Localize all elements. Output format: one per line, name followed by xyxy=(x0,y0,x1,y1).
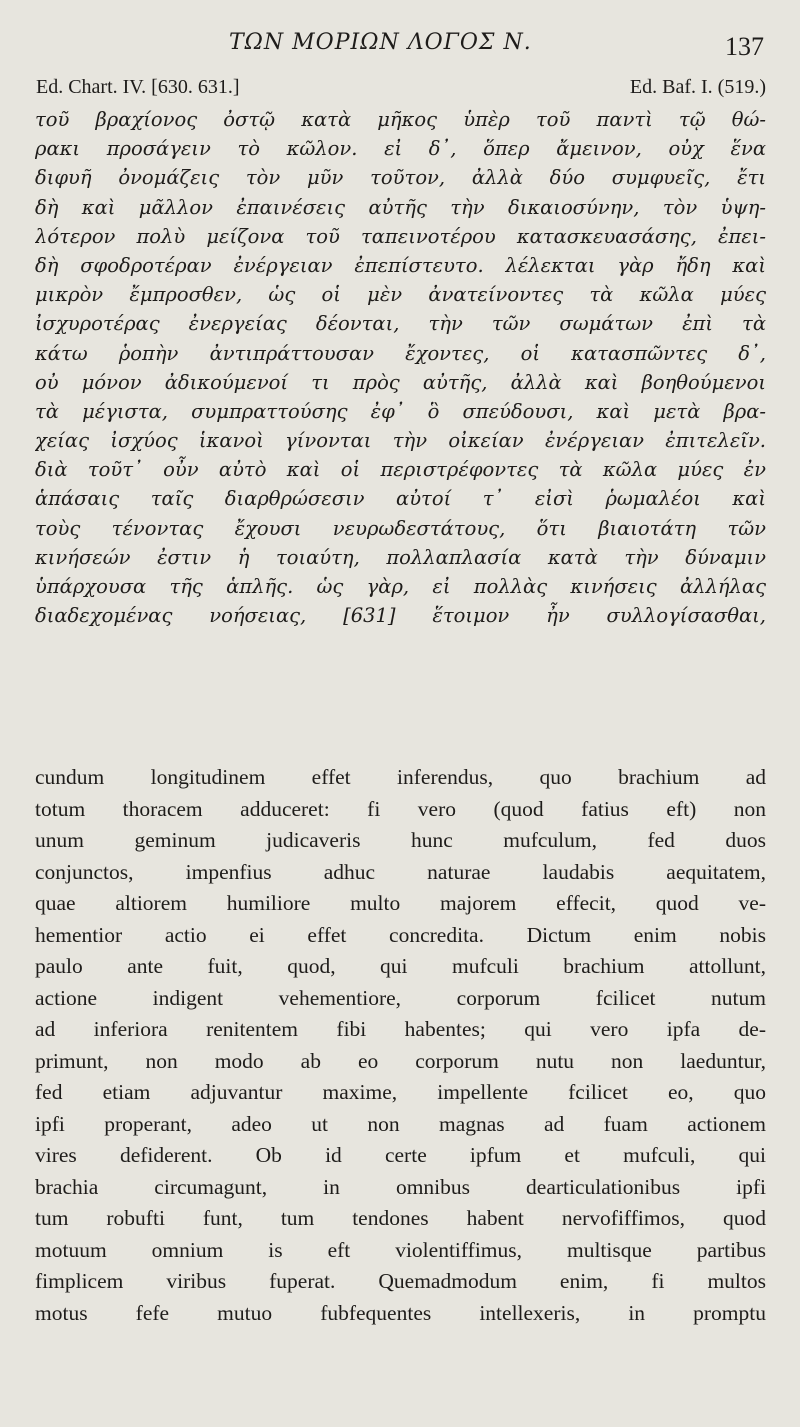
greek-text-line: διὰ τοῦτ᾽ οὖν αὐτὸ καὶ οἱ περιστρέφοντες τὰ κῶλα μύες ἐν xyxy=(35,458,766,482)
running-title: ΤΩΝ ΜΟΡΙΩΝ ΛΟΓΟΣ Ν. xyxy=(229,30,532,55)
greek-text-line: διαδεχομένας νοήσειας, [631] ἕτοιμον ἦν συλλογίσασθαι, xyxy=(35,604,766,628)
greek-text-line: δὴ σφοδροτέραν ἐνέργειαν ἐπεπίστευτο. λέλεκται γὰρ ἤδη καὶ xyxy=(35,253,766,277)
greek-text-line: ἰσχυροτέρας ἐνεργείας δέονται, τὴν τῶν σωμάτων ἐπὶ τὰ xyxy=(35,312,766,336)
greek-text-line: χείας ἰσχύος ἱκανοὶ γίνονται τὴν οἰκείαν ἐνέργειαν ἐπιτελεῖν. xyxy=(35,429,766,453)
greek-text-line: ὑπάρχουσα τῆς ἁπλῆς. ὡς γὰρ, εἰ πολλὰς κινήσεις ἀλλήλας xyxy=(35,575,766,598)
latin-text-line: vires defiderent. Ob id certe ipfum et mufculi, qui xyxy=(35,1143,766,1167)
latin-text-column xyxy=(35,762,766,1329)
greek-text-line: τοὺς τένοντας ἔχουσι νευρωδεστάτους, ὅτι βιαιοτάτη τῶν xyxy=(35,516,766,540)
edition-references xyxy=(36,76,766,102)
latin-text-line: fed etiam adjuvantur maxime, impellente fcilicet eo, quo xyxy=(35,1080,766,1104)
greek-text-line: ἁπάσαις ταῖς διαρθρώσεσιν αὐτοί τ᾽ εἰσὶ ῥωμαλέοι καὶ xyxy=(35,487,766,511)
greek-text-column xyxy=(35,105,766,630)
latin-text-line: motuum omnium is eft violentiffimus, multisque partibus xyxy=(35,1237,766,1262)
greek-text-line: τὰ μέγιστα, συμπραττούσης ἐφ᾽ ὃ σπεύδουσι, καὶ μετὰ βρα- xyxy=(35,399,766,423)
latin-text-line: cundum longitudinem effet inferendus, quo brachium ad xyxy=(35,765,766,789)
greek-text-line: ρακι προσάγειν τὸ κῶλον. εἰ δ᾽, ὅπερ ἄμεινον, οὐχ ἕνα xyxy=(35,137,766,161)
greek-text-line: τοῦ βραχίονος ὀστῷ κατὰ μῆκος ὑπὲρ τοῦ παντὶ τῷ θώ- xyxy=(35,108,766,131)
greek-text-line: κάτω ῥοπὴν ἀντιπράττουσαν ἔχοντες, οἱ κατασπῶντες δ᾽, xyxy=(35,341,766,365)
greek-text-line: μικρὸν ἔμπροσθεν, ὡς οἱ μὲν ἀνατείνοντες τὰ κῶλα μύες xyxy=(35,283,766,307)
latin-text-line: conjunctos, impenfius adhuc naturae laudabis aequitatem, xyxy=(35,859,766,884)
latin-text-line: unum geminum judicaveris hunc mufculum, fed duos xyxy=(35,828,766,852)
latin-text-line: hementior actio ei effet concredita. Dictum enim nobis xyxy=(35,922,766,947)
page-number: 137 xyxy=(725,32,764,61)
latin-text-line: paulo ante fuit, quod, qui mufculi brachium attollunt, xyxy=(35,954,766,978)
greek-text-line: διφυῆ ὀνομάζεις τὸν μῦν τοῦτον, ἀλλὰ δύο συμφυεῖς, ἔτι xyxy=(35,166,766,190)
greek-text-line: οὐ μόνον ἀδικούμενοί τι πρὸς αὐτῆς, ἀλλὰ καὶ βοηθούμενοι xyxy=(35,370,766,394)
greek-text-line: λότερον πολὺ μείζονα τοῦ ταπεινοτέρου κατασκευασάσης, ἐπει- xyxy=(35,224,766,248)
greek-text-line: δὴ καὶ μᾶλλον ἐπαινέσεις αὐτῆς τὴν δικαιοσύνην, τὸν ὑψη- xyxy=(35,195,766,219)
edition-basel-reference: Ed. Baf. I. (519.) xyxy=(629,76,766,98)
latin-text-line: motus fefe mutuo fubfequentes intellexeris, in promptu xyxy=(35,1300,766,1325)
latin-text-line: brachia circumagunt, in omnibus dearticulationibus ipfi xyxy=(35,1174,766,1199)
edition-chartier-reference: Ed. Chart. IV. [630. 631.] xyxy=(36,76,240,98)
latin-text-line: ipfi properant, adeo ut non magnas ad fuam actionem xyxy=(35,1111,766,1136)
latin-text-line: totum thoracem adduceret: fi vero (quod fatius eft) non xyxy=(35,796,766,821)
latin-text-line: tum robufti funt, tum tendones habent nervofiffimos, quod xyxy=(35,1206,766,1230)
running-head xyxy=(0,30,800,60)
latin-text-line: ad inferiora renitentem fibi habentes; qui vero ipfa de- xyxy=(35,1017,766,1041)
greek-text-line: κινήσεών ἐστιν ἡ τοιαύτη, πολλαπλασία κατὰ τὴν δύναμιν xyxy=(35,545,766,569)
latin-text-line: quae altiorem humiliore multo majorem effecit, quod ve- xyxy=(35,891,766,915)
latin-text-line: fimplicem viribus fuperat. Quemadmodum enim, fi multos xyxy=(35,1269,766,1293)
latin-text-line: primunt, non modo ab eo corporum nutu non laeduntur, xyxy=(35,1048,766,1073)
latin-text-line: actione indigent vehementiore, corporum fcilicet nutum xyxy=(35,985,766,1010)
